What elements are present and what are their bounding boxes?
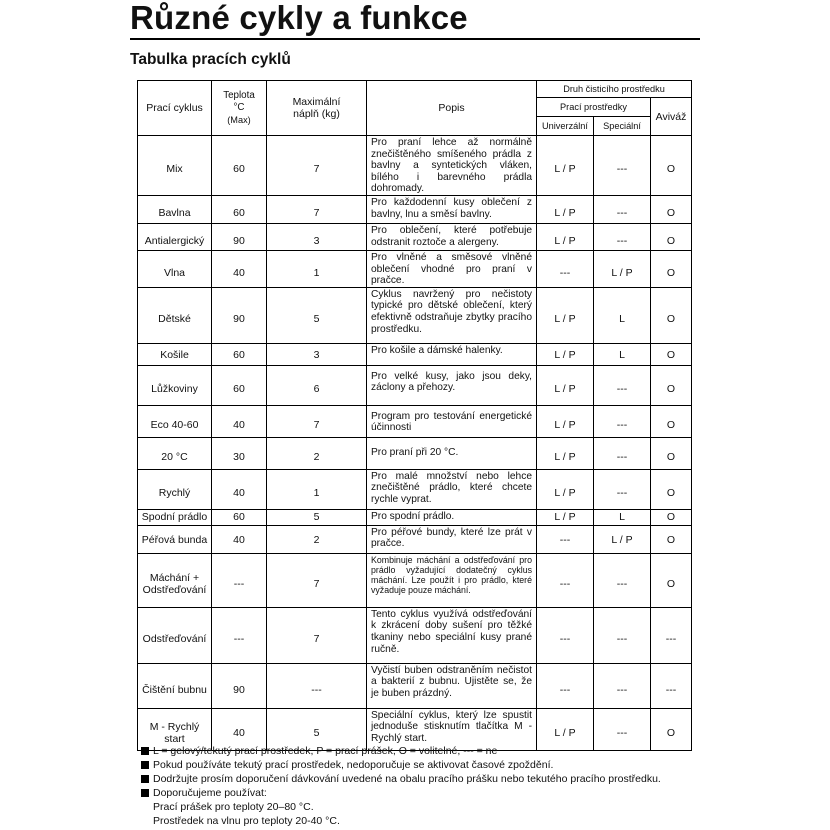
cycle-universal: L / P <box>537 708 594 750</box>
header-detergent: Prací prostředky <box>537 98 651 117</box>
cycle-softener: O <box>651 708 692 750</box>
cycle-universal: --- <box>537 663 594 708</box>
header-special: Speciální <box>594 117 651 136</box>
cycle-universal: L / P <box>537 343 594 365</box>
table-row <box>138 437 692 469</box>
cycle-softener: O <box>651 223 692 250</box>
header-temperature: Teplota °C (Max) <box>212 81 267 136</box>
cycle-special: L / P <box>594 250 651 287</box>
cycle-universal: L / P <box>537 437 594 469</box>
table-row <box>138 223 692 250</box>
cycle-name: 20 °C <box>138 437 212 469</box>
square-bullet-icon <box>141 789 149 797</box>
cycle-special: --- <box>594 223 651 250</box>
cycle-universal: L / P <box>537 405 594 437</box>
cycle-special: L <box>594 343 651 365</box>
cycle-temp: --- <box>212 553 267 607</box>
table-row <box>138 365 692 405</box>
cycle-load: 7 <box>267 195 367 223</box>
cycle-universal: --- <box>537 607 594 663</box>
square-bullet-icon <box>141 747 149 755</box>
cycle-temp: 60 <box>212 365 267 405</box>
cycle-description: Pro košile a dámské halenky. <box>367 343 537 365</box>
table-row <box>138 343 692 365</box>
cycle-softener: --- <box>651 607 692 663</box>
recommendation-text: Prostředek na vlnu pro teploty 20-40 °C. <box>153 815 340 827</box>
cycle-special: L <box>594 287 651 343</box>
cycle-description: Program pro testování energetické účinnosti <box>367 405 537 437</box>
note-item <box>141 772 701 786</box>
cycle-temp: 60 <box>212 136 267 196</box>
cycle-universal: L / P <box>537 365 594 405</box>
cycle-special: --- <box>594 195 651 223</box>
cycle-universal: L / P <box>537 195 594 223</box>
cycle-temp: 40 <box>212 469 267 509</box>
cycle-name: Máchání + Odstřeďování <box>138 553 212 607</box>
cycle-name: Odstřeďování <box>138 607 212 663</box>
table-row <box>138 405 692 437</box>
cycle-softener: O <box>651 525 692 553</box>
section-title: Tabulka pracích cyklů <box>130 51 291 68</box>
cycle-universal: --- <box>537 553 594 607</box>
cycle-description: Pro oblečení, které potřebuje odstranit roztoče a alergeny. <box>367 223 537 250</box>
cycle-name: Péřová bunda <box>138 525 212 553</box>
cycle-load: 7 <box>267 553 367 607</box>
cycle-load: 3 <box>267 343 367 365</box>
cycle-name: Bavlna <box>138 195 212 223</box>
title-divider <box>130 38 700 40</box>
table-row <box>138 287 692 343</box>
cycle-name: Eco 40-60 <box>138 405 212 437</box>
header-universal: Univerzální <box>537 117 594 136</box>
cycle-description: Kombinuje máchání a odstřeďování pro prádlo vyžadující dodatečný cyklus máchání. Lze použít i pro prádlo, které vyžaduje pouze máchání. <box>367 553 537 607</box>
table-row <box>138 195 692 223</box>
cycle-special: L / P <box>594 525 651 553</box>
cycle-description: Speciální cyklus, který lze spustit jednoduše stisknutím tlačítka M - Rychlý start. <box>367 708 537 750</box>
cycle-load: 7 <box>267 405 367 437</box>
page-title: Různé cykly a funkce <box>130 0 468 36</box>
cycle-load: 2 <box>267 437 367 469</box>
note-item <box>141 786 701 800</box>
table-row <box>138 509 692 525</box>
cycle-special: --- <box>594 607 651 663</box>
table-row <box>138 250 692 287</box>
cycle-name: Košile <box>138 343 212 365</box>
header-description: Popis <box>367 81 537 136</box>
header-cycle: Prací cyklus <box>138 81 212 136</box>
cycle-special: --- <box>594 708 651 750</box>
cycle-special: L <box>594 509 651 525</box>
cycle-name: Antialergický <box>138 223 212 250</box>
cycle-temp: 90 <box>212 663 267 708</box>
cycle-name: M - Rychlý start <box>138 708 212 750</box>
table-row <box>138 663 692 708</box>
cycle-softener: O <box>651 405 692 437</box>
note-item <box>141 744 701 758</box>
cycle-load: 5 <box>267 708 367 750</box>
cycle-softener: O <box>651 553 692 607</box>
cycle-description: Pro praní při 20 °C. <box>367 437 537 469</box>
cycle-temp: 90 <box>212 287 267 343</box>
cycle-name: Mix <box>138 136 212 196</box>
note-item <box>141 758 701 772</box>
cycle-name: Rychlý <box>138 469 212 509</box>
recommendation-text: Prací prášek pro teploty 20–80 °C. <box>153 801 314 813</box>
cycle-softener: O <box>651 195 692 223</box>
cycle-softener: O <box>651 509 692 525</box>
cycle-name: Vlna <box>138 250 212 287</box>
cycle-description: Pro praní lehce až normálně znečištěného smíšeného prádla z bavlny a syntetických vláken, bílého i barevného prádla dohromady. <box>367 136 537 196</box>
cycle-universal: L / P <box>537 469 594 509</box>
cycle-name: Spodní prádlo <box>138 509 212 525</box>
cycle-description: Tento cyklus využívá odstřeďování k zkrácení doby sušení pro těžké tkaniny nebo speciální kusy prané ručně. <box>367 607 537 663</box>
cycle-load: --- <box>267 663 367 708</box>
cycle-softener: O <box>651 343 692 365</box>
cycle-temp: 40 <box>212 525 267 553</box>
cycle-universal: L / P <box>537 287 594 343</box>
table-row <box>138 607 692 663</box>
cycle-softener: --- <box>651 663 692 708</box>
cycle-temp: --- <box>212 607 267 663</box>
cycle-name: Dětské <box>138 287 212 343</box>
cycle-softener: O <box>651 437 692 469</box>
cycle-universal: L / P <box>537 136 594 196</box>
cycle-temp: 40 <box>212 708 267 750</box>
header-detergent-type: Druh čisticího prostředku <box>537 81 692 98</box>
cycle-universal: --- <box>537 250 594 287</box>
cycle-load: 3 <box>267 223 367 250</box>
cycle-softener: O <box>651 469 692 509</box>
square-bullet-icon <box>141 761 149 769</box>
table-row <box>138 469 692 509</box>
header-softener: Aviváž <box>651 98 692 136</box>
cycle-description: Cyklus navržený pro nečistoty typické pro dětské oblečení, který efektivně odstraňuje zbytky pracího prostředku. <box>367 287 537 343</box>
cycle-load: 2 <box>267 525 367 553</box>
cycle-load: 6 <box>267 365 367 405</box>
table-row <box>138 525 692 553</box>
table-row <box>138 136 692 196</box>
cycle-load: 1 <box>267 469 367 509</box>
note-text: L = gelový/tekutý prací prostředek, P = prací prášek, O = volitelné, --- = ne <box>153 745 498 757</box>
cycle-description: Pro vlněné a směsové vlněné oblečení vhodné pro praní v pračce. <box>367 250 537 287</box>
cycle-load: 7 <box>267 607 367 663</box>
cycle-description: Pro malé množství nebo lehce znečištěné prádlo, které chcete rychle vyprat. <box>367 469 537 509</box>
cycle-special: --- <box>594 405 651 437</box>
cycle-name: Lůžkoviny <box>138 365 212 405</box>
cycle-special: --- <box>594 365 651 405</box>
cycle-load: 5 <box>267 509 367 525</box>
square-bullet-icon <box>141 775 149 783</box>
cycle-temp: 90 <box>212 223 267 250</box>
cycle-softener: O <box>651 250 692 287</box>
cycle-load: 1 <box>267 250 367 287</box>
note-text: Doporučujeme používat: <box>153 787 267 799</box>
table-row <box>138 553 692 607</box>
cycle-name: Čištění bubnu <box>138 663 212 708</box>
cycle-special: --- <box>594 469 651 509</box>
cycle-softener: O <box>651 287 692 343</box>
cycle-description: Pro péřové bundy, které lze prát v pračce. <box>367 525 537 553</box>
cycle-temp: 40 <box>212 405 267 437</box>
cycle-load: 7 <box>267 136 367 196</box>
cycle-temp: 60 <box>212 195 267 223</box>
wash-cycles-table <box>137 80 692 751</box>
cycle-description: Pro spodní prádlo. <box>367 509 537 525</box>
cycle-description: Pro velké kusy, jako jsou deky, záclony a přehozy. <box>367 365 537 405</box>
cycle-description: Pro každodenní kusy oblečení z bavlny, lnu a směsí bavlny. <box>367 195 537 223</box>
cycle-universal: L / P <box>537 223 594 250</box>
cycle-temp: 40 <box>212 250 267 287</box>
note-text: Pokud používáte tekutý prací prostředek, nedoporučuje se aktivovat časové zpoždění. <box>153 759 554 771</box>
cycle-softener: O <box>651 136 692 196</box>
cycle-universal: L / P <box>537 509 594 525</box>
cycle-special: --- <box>594 136 651 196</box>
cycle-special: --- <box>594 437 651 469</box>
cycle-universal: --- <box>537 525 594 553</box>
notes-list <box>141 744 701 828</box>
cycle-temp: 60 <box>212 343 267 365</box>
cycle-temp: 60 <box>212 509 267 525</box>
cycle-load: 5 <box>267 287 367 343</box>
note-text: Dodržujte prosím doporučení dávkování uvedené na obalu pracího prášku nebo tekutého pracího prostředku. <box>153 773 661 785</box>
cycle-softener: O <box>651 365 692 405</box>
cycle-special: --- <box>594 663 651 708</box>
cycle-special: --- <box>594 553 651 607</box>
cycle-description: Vyčistí buben odstraněním nečistot a bakterií z bubnu. Ujistěte se, že je buben prázdný. <box>367 663 537 708</box>
cycle-temp: 30 <box>212 437 267 469</box>
header-max-load: Maximální náplň (kg) <box>267 81 367 136</box>
